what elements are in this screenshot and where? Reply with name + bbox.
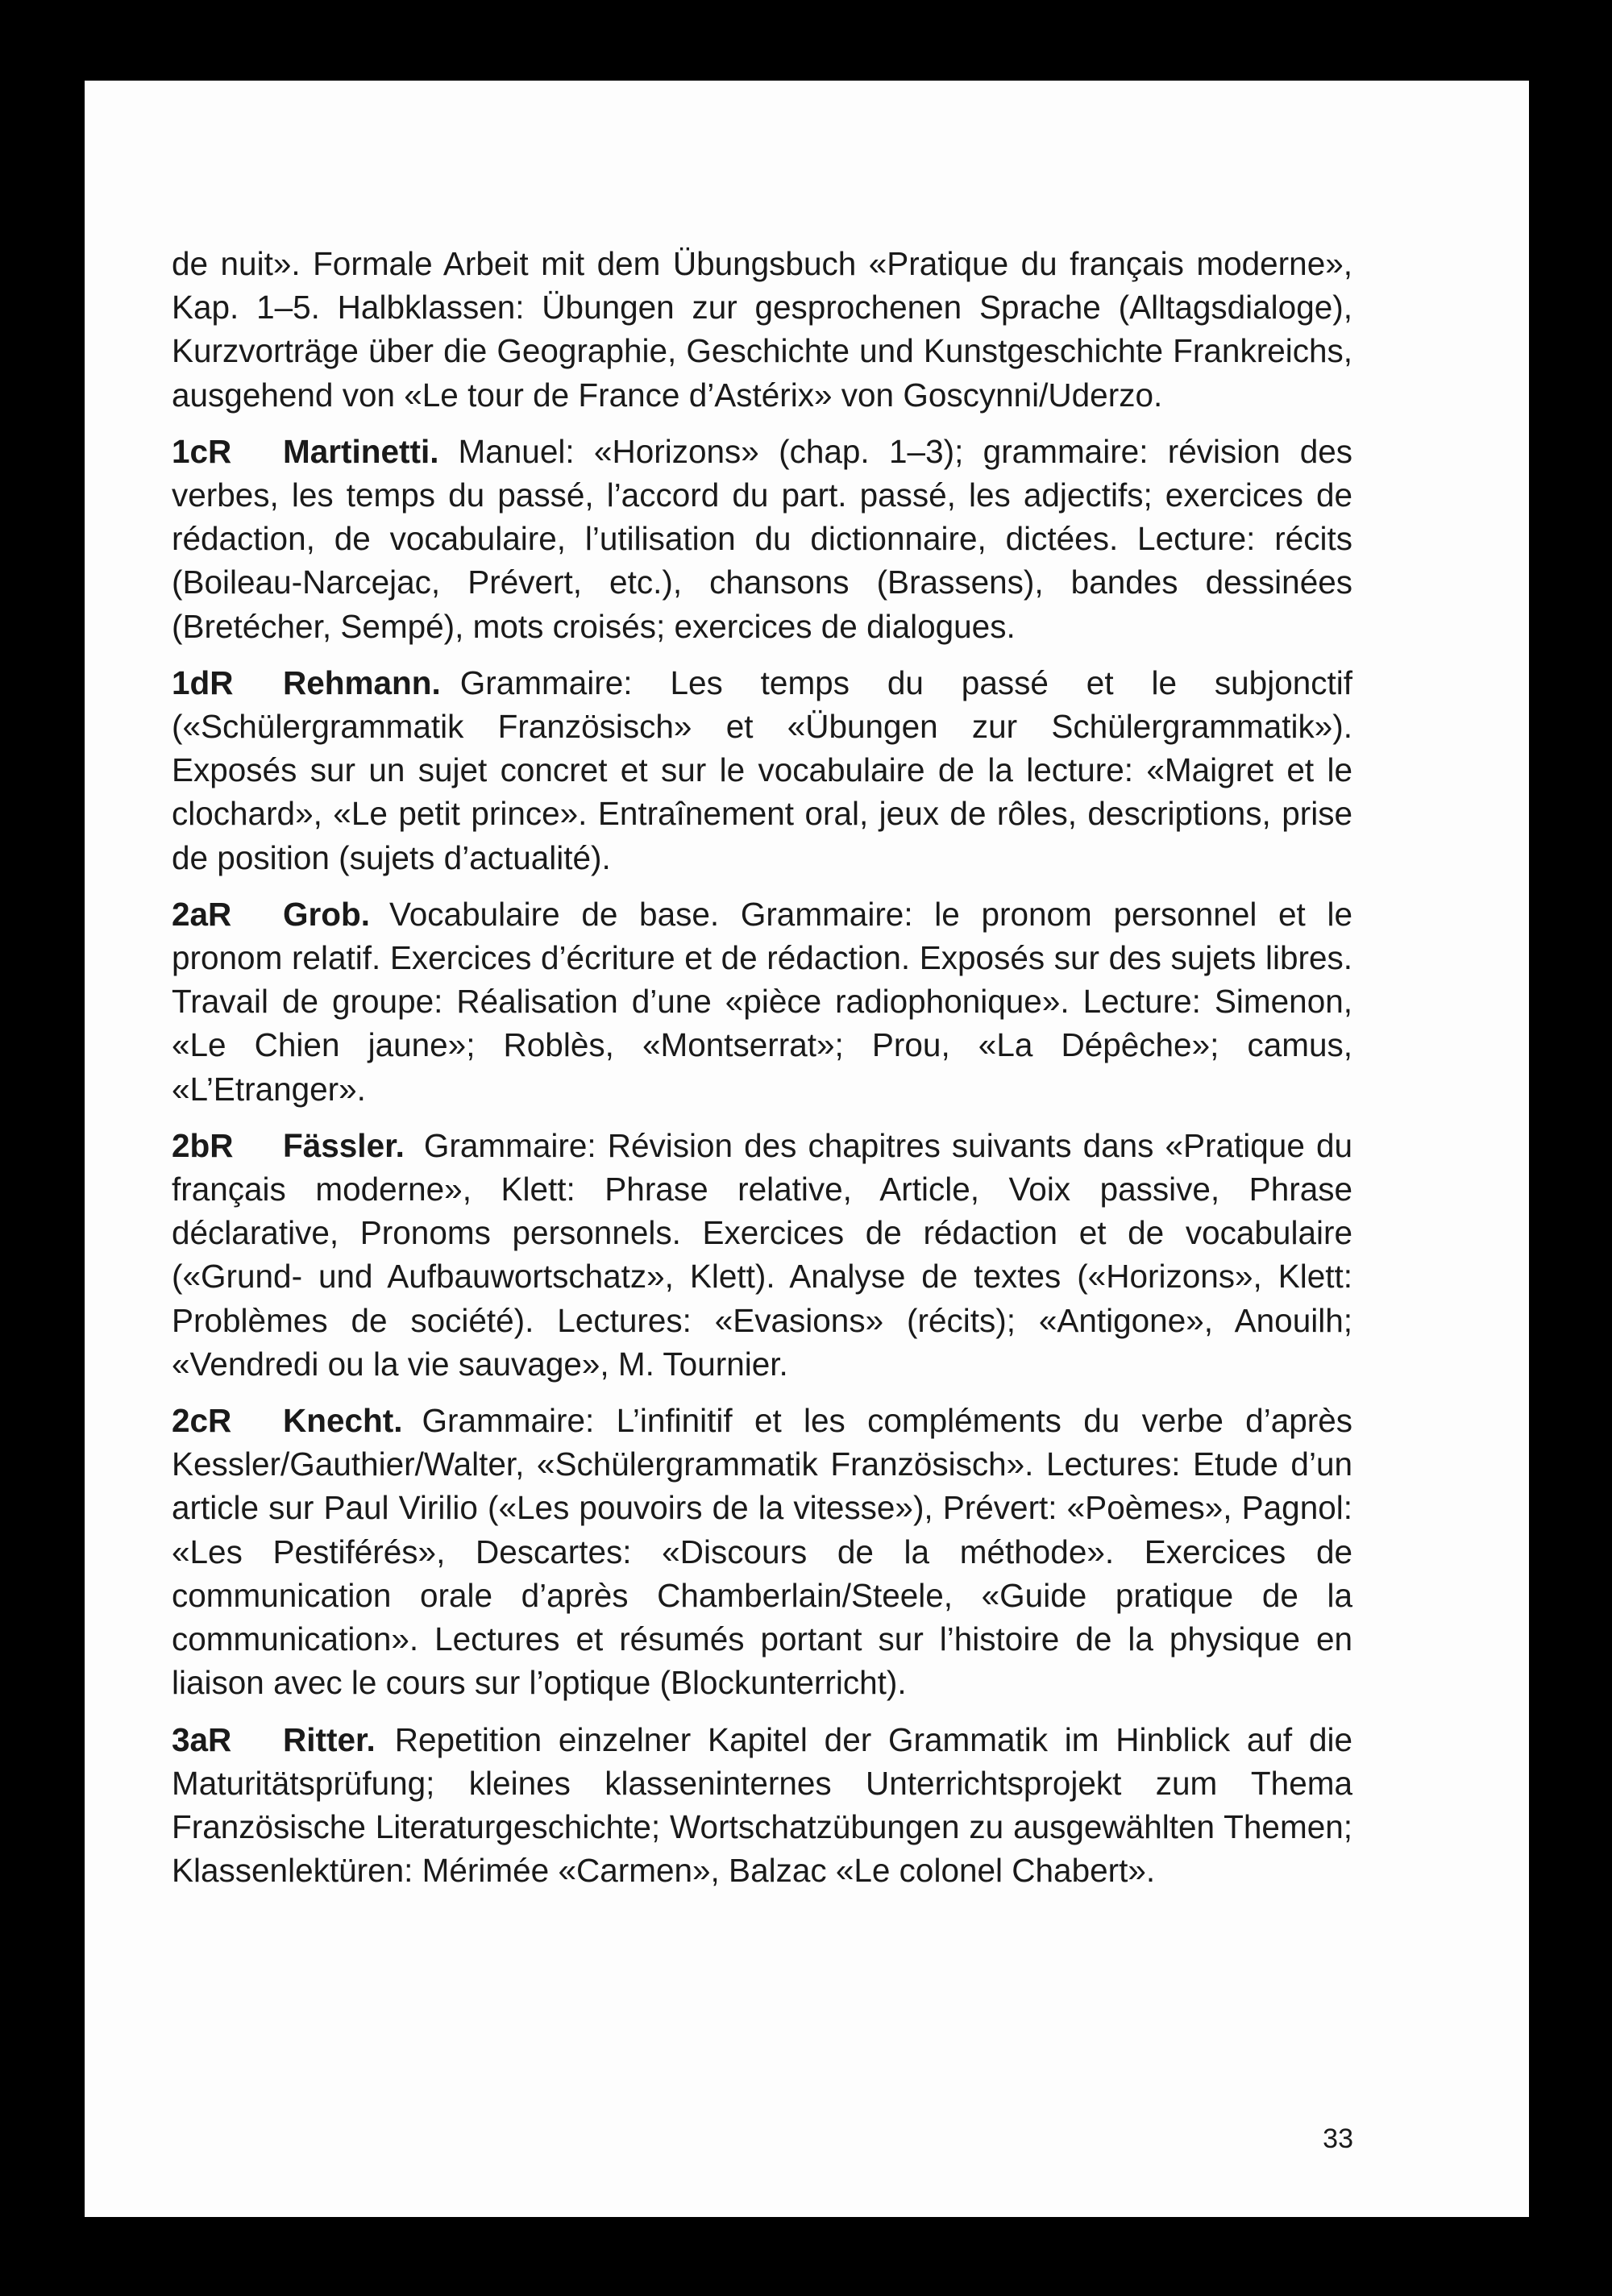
teacher-name: Martinetti.: [283, 432, 439, 470]
entry-2bR: [172, 1124, 1352, 1386]
entry-text: Grammaire: L’infinitif et les compléments du verbe d’après Kessler/Gauthier/Walter, «Schülergrammatik Französisch». Lectures: Etude d’un article sur Paul Virilio («Les pouvoirs de la vitesse»), Prévert: «Poèmes», Pagnol: «Les Pestiférés», Descartes: «Discours de la méthode». Exercices de communication orale d’après Chamberlain/Steele, «Guide pratique de la communication». Lectures et résumés portant sur l’histoire de la physique en liaison avec le cours sur l’optique (Blockunterricht).: [172, 1402, 1352, 1702]
class-code: 2bR: [172, 1126, 234, 1164]
page-content: [172, 242, 1352, 1905]
entry-1cR: [172, 430, 1352, 648]
entry-2aR: [172, 892, 1352, 1111]
entry-text: Grammaire: Les temps du passé et le subjonctif («Schülergrammatik Französisch» et «Übungen zur Schülergrammatik»). Exposés sur un sujet concret et sur le vocabulaire de la lecture: «Maigret et le clochard», «Le petit prince». Entraînement oral, jeux de rôles, descriptions, prise de position (sujets d’actualité).: [172, 663, 1352, 876]
class-code: 2aR: [172, 895, 232, 933]
teacher-name: Fässler.: [283, 1126, 405, 1164]
teacher-name: Grob.: [283, 895, 370, 933]
entry-3aR: [172, 1718, 1352, 1893]
class-code: 1cR: [172, 432, 232, 470]
entry-2cR: [172, 1399, 1352, 1704]
teacher-name: Ritter.: [283, 1720, 376, 1758]
continuation-paragraph: de nuit». Formale Arbeit mit dem Übungsbuch «Pratique du français moderne», Kap. 1–5. Halbklassen: Übungen zur gesprochenen Sprache (Alltagsdialoge), Kurzvorträge über die Geographie, Geschichte und Kunstgeschichte Frankreichs, ausgehend von «Le tour de France d’Astérix» von Goscynni/Uderzo.: [172, 245, 1352, 414]
entry-1dR: [172, 661, 1352, 880]
class-code: 1dR: [172, 663, 234, 701]
teacher-name: Knecht.: [283, 1402, 403, 1440]
entry-text: Manuel: «Horizons» (chap. 1–3); grammaire: révision des verbes, les temps du passé, l’accord du part. passé, les adjectifs; exercices de rédaction, de vocabulaire, l’utilisation du dictionnaire, dictées. Lecture: récits (Boileau-Narcejac, Prévert, etc.), chansons (Brassens), bandes dessinées (Bretécher, Sempé), mots croisés; exercices de dialogues.: [172, 432, 1352, 645]
entry-text: Repetition einzelner Kapitel der Grammatik im Hinblick auf die Maturitätsprüfung; kleines klasseninternes Unterrichtsprojekt zum Thema Französische Literaturgeschichte; Wortschatzübungen zu ausgewählten Themen; Klassenlektüren: Mérimée «Carmen», Balzac «Le colonel Chabert».: [172, 1720, 1352, 1890]
page-number: 33: [1323, 2123, 1353, 2154]
entry-text: Vocabulaire de base. Grammaire: le pronom personnel et le pronom relatif. Exercices d’écriture et de rédaction. Exposés sur des sujets libres. Travail de groupe: Réalisation d’une «pièce radiophonique». Lecture: Simenon, «Le Chien jaune»; Roblès, «Montserrat»; Prou, «La Dépêche»; camus, «L’Etranger».: [172, 895, 1352, 1108]
class-code: 2cR: [172, 1402, 232, 1440]
class-code: 3aR: [172, 1720, 232, 1758]
teacher-name: Rehmann.: [283, 663, 441, 701]
entry-text: Grammaire: Révision des chapitres suivants dans «Pratique du français moderne», Klett: Phrase relative, Article, Voix passive, Phrase déclarative, Pronoms personnels. Exercices de rédaction et de vocabulaire («Grund- und Aufbauwortschatz», Klett). Analyse de textes («Horizons», Klett: Problèmes de société). Lectures: «Evasions» (récits); «Antigone», Anouilh; «Vendredi ou la vie sauvage», M. Tournier.: [172, 1126, 1352, 1383]
document-page: [85, 81, 1529, 2217]
